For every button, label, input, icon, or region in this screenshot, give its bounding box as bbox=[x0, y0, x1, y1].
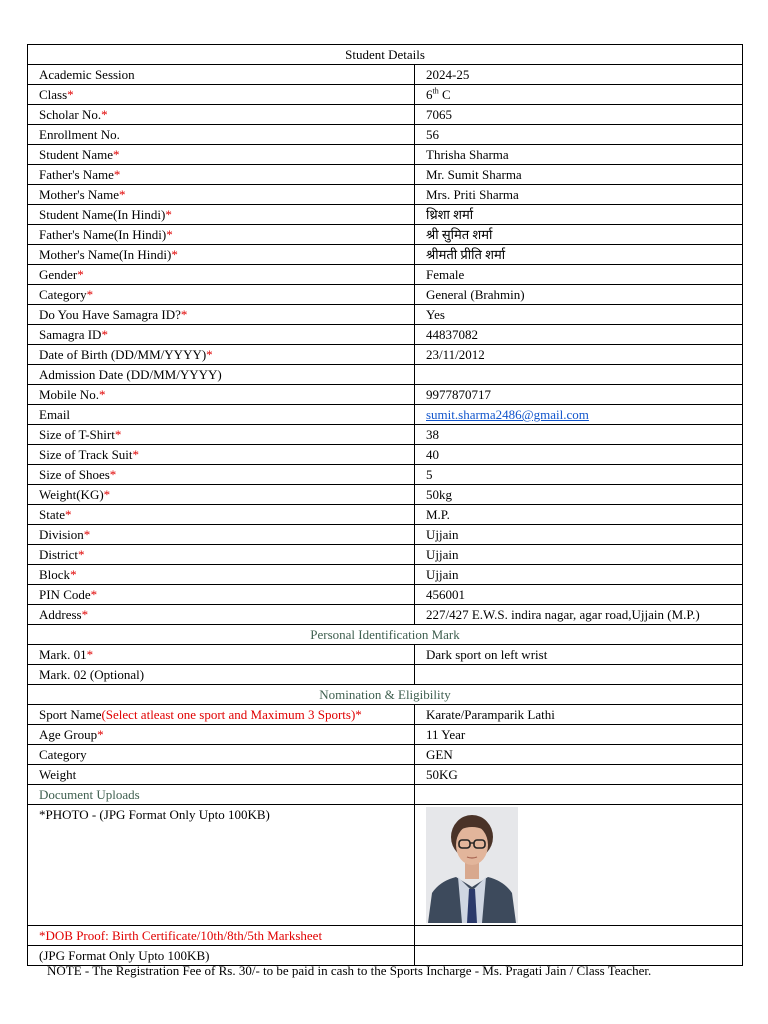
field-label: Size of T-Shirt bbox=[39, 427, 115, 442]
class-ordinal-suffix: th bbox=[432, 86, 439, 96]
field-label: Class bbox=[39, 87, 68, 102]
row-label bbox=[28, 145, 415, 165]
class-number: 6 bbox=[426, 87, 433, 102]
field-value[interactable] bbox=[415, 365, 743, 385]
field-label: Category bbox=[39, 287, 87, 302]
dob-proof-label: *DOB Proof: Birth Certificate/10th/8th/5th Marksheet bbox=[28, 926, 415, 946]
field-value[interactable]: 9977870717 bbox=[415, 385, 743, 405]
field-label: Samagra ID bbox=[39, 327, 102, 342]
row-label bbox=[28, 385, 415, 405]
required-asterisk: * bbox=[98, 387, 106, 402]
section-document-uploads: Document Uploads bbox=[28, 785, 415, 805]
field-value[interactable]: Dark sport on left wrist bbox=[415, 645, 743, 665]
field-label: Enrollment No. bbox=[39, 127, 120, 142]
title-row bbox=[28, 45, 743, 65]
form-row bbox=[28, 745, 743, 765]
row-label bbox=[28, 605, 415, 625]
row-label bbox=[28, 505, 415, 525]
required-asterisk: * bbox=[83, 527, 91, 542]
student-photo[interactable] bbox=[426, 807, 518, 923]
form-row bbox=[28, 525, 743, 545]
required-asterisk: * bbox=[132, 447, 140, 462]
field-label: Age Group bbox=[39, 727, 98, 742]
field-label: Student Name bbox=[39, 147, 114, 162]
row-label bbox=[28, 525, 415, 545]
required-asterisk: * bbox=[67, 87, 74, 102]
form-row bbox=[28, 505, 743, 525]
field-label: Mobile No. bbox=[39, 387, 99, 402]
form-row bbox=[28, 265, 743, 285]
field-value[interactable]: Thrisha Sharma bbox=[415, 145, 743, 165]
form-row bbox=[28, 165, 743, 185]
row-label bbox=[28, 345, 415, 365]
required-asterisk: * bbox=[166, 227, 173, 242]
form-row bbox=[28, 205, 743, 225]
form-row bbox=[28, 225, 743, 245]
row-label bbox=[28, 485, 415, 505]
form-row bbox=[28, 365, 743, 385]
section-row-docs bbox=[28, 785, 743, 805]
field-value[interactable]: थ्रिशा शर्मा bbox=[415, 205, 743, 225]
form-row bbox=[28, 185, 743, 205]
field-value[interactable]: M.P. bbox=[415, 505, 743, 525]
form-row bbox=[28, 585, 743, 605]
field-label: State bbox=[39, 507, 65, 522]
field-label: Email bbox=[39, 407, 71, 422]
form-row bbox=[28, 325, 743, 345]
field-value[interactable]: 40 bbox=[415, 445, 743, 465]
row-label bbox=[28, 225, 415, 245]
form-row-sport bbox=[28, 705, 743, 725]
form-row bbox=[28, 765, 743, 785]
row-label bbox=[28, 245, 415, 265]
field-label: Do You Have Samagra ID? bbox=[39, 307, 181, 322]
field-value[interactable]: Yes bbox=[415, 305, 743, 325]
field-value[interactable]: 5 bbox=[415, 465, 743, 485]
row-label bbox=[28, 125, 415, 145]
required-asterisk: * bbox=[86, 647, 94, 662]
row-label bbox=[28, 325, 415, 345]
required-asterisk: * bbox=[97, 727, 104, 742]
required-asterisk: * bbox=[101, 327, 108, 342]
form-row bbox=[28, 305, 743, 325]
form-row bbox=[28, 125, 743, 145]
student-photo-image bbox=[426, 807, 518, 923]
form-row bbox=[28, 605, 743, 625]
section-row-pim bbox=[28, 625, 743, 645]
required-asterisk: * bbox=[355, 707, 362, 722]
dob-proof-row bbox=[28, 926, 743, 946]
field-label: District bbox=[39, 547, 78, 562]
field-value[interactable]: 50kg bbox=[415, 485, 743, 505]
row-label bbox=[28, 585, 415, 605]
field-value[interactable]: 44837082 bbox=[415, 325, 743, 345]
form-row bbox=[28, 245, 743, 265]
field-value[interactable]: General (Brahmin) bbox=[415, 285, 743, 305]
form-title: Student Details bbox=[28, 45, 743, 65]
field-label: Category bbox=[39, 747, 87, 762]
field-value[interactable]: Ujjain bbox=[415, 525, 743, 545]
field-label: Size of Shoes bbox=[39, 467, 110, 482]
row-label bbox=[28, 665, 415, 685]
required-asterisk: * bbox=[70, 567, 77, 582]
field-value[interactable]: 2024-25 bbox=[415, 65, 743, 85]
form-row bbox=[28, 65, 743, 85]
student-info-rows bbox=[28, 65, 743, 625]
field-label: Mark. 02 (Optional) bbox=[39, 667, 145, 682]
required-asterisk: * bbox=[86, 287, 94, 302]
required-asterisk: * bbox=[109, 467, 117, 482]
row-label bbox=[28, 165, 415, 185]
field-label: Mother's Name(In Hindi) bbox=[39, 247, 172, 262]
required-asterisk: * bbox=[103, 487, 111, 502]
row-label bbox=[28, 565, 415, 585]
form-row bbox=[28, 445, 743, 465]
field-label: Academic Session bbox=[39, 67, 135, 82]
form-row bbox=[28, 485, 743, 505]
identification-rows bbox=[28, 645, 743, 685]
field-value[interactable]: GEN bbox=[415, 745, 743, 765]
field-label: PIN Code bbox=[39, 587, 91, 602]
field-value[interactable]: श्रीमती प्रीति शर्मा bbox=[415, 245, 743, 265]
field-label: Size of Track Suit bbox=[39, 447, 133, 462]
row-label bbox=[28, 445, 415, 465]
required-asterisk: * bbox=[77, 267, 84, 282]
photo-upload-cell[interactable] bbox=[415, 805, 743, 926]
photo-row bbox=[28, 805, 743, 926]
row-label bbox=[28, 705, 415, 725]
row-label bbox=[28, 425, 415, 445]
field-value[interactable]: 11 Year bbox=[415, 725, 743, 745]
form-row bbox=[28, 145, 743, 165]
section-nomination: Nomination & Eligibility bbox=[28, 685, 743, 705]
required-asterisk: * bbox=[101, 107, 108, 122]
form-row bbox=[28, 405, 743, 425]
row-label bbox=[28, 105, 415, 125]
field-label: Weight bbox=[39, 767, 77, 782]
form-row bbox=[28, 465, 743, 485]
email-link[interactable]: sumit.sharma2486@gmail.com bbox=[426, 407, 589, 422]
row-label bbox=[28, 365, 415, 385]
row-label bbox=[28, 205, 415, 225]
form-row bbox=[28, 285, 743, 305]
row-label bbox=[28, 65, 415, 85]
field-value[interactable]: Female bbox=[415, 265, 743, 285]
field-value[interactable]: Ujjain bbox=[415, 545, 743, 565]
required-asterisk: * bbox=[78, 547, 85, 562]
field-label: Mark. 01 bbox=[39, 647, 87, 662]
required-asterisk: * bbox=[113, 167, 121, 182]
required-asterisk: * bbox=[90, 587, 98, 602]
field-label: Date of Birth (DD/MM/YYYY) bbox=[39, 347, 207, 362]
field-label: Address bbox=[39, 607, 82, 622]
required-asterisk: * bbox=[113, 147, 120, 162]
field-value[interactable]: 456001 bbox=[415, 585, 743, 605]
class-section: C bbox=[438, 87, 451, 102]
row-label bbox=[28, 725, 415, 745]
field-label: Mother's Name bbox=[39, 187, 119, 202]
registration-fee-note: NOTE - The Registration Fee of Rs. 30/- to be paid in cash to the Sports Incharge - Ms. Pragati Jain / Class Teacher. bbox=[47, 963, 652, 978]
sport-hint: (Select atleast one sport and Maximum 3 Sports) bbox=[101, 707, 356, 722]
student-details-form bbox=[27, 44, 743, 966]
form-row bbox=[28, 565, 743, 585]
row-label bbox=[28, 405, 415, 425]
required-asterisk: * bbox=[180, 307, 188, 322]
required-asterisk: * bbox=[65, 507, 72, 522]
field-value[interactable] bbox=[415, 665, 743, 685]
form-row bbox=[28, 105, 743, 125]
field-value[interactable]: Ujjain bbox=[415, 565, 743, 585]
field-value[interactable] bbox=[415, 405, 743, 425]
field-label: Division bbox=[39, 527, 84, 542]
form-row bbox=[28, 725, 743, 745]
section-personal-identification: Personal Identification Mark bbox=[28, 625, 743, 645]
photo-label: *PHOTO - (JPG Format Only Upto 100KB) bbox=[28, 805, 415, 926]
field-value[interactable]: श्री सुमित शर्मा bbox=[415, 225, 743, 245]
field-value[interactable]: 23/11/2012 bbox=[415, 345, 743, 365]
form-row bbox=[28, 665, 743, 685]
row-label bbox=[28, 745, 415, 765]
row-label bbox=[28, 265, 415, 285]
row-label bbox=[28, 465, 415, 485]
dob-proof-upload[interactable] bbox=[415, 926, 743, 946]
form-row bbox=[28, 425, 743, 445]
form-row bbox=[28, 345, 743, 365]
field-value[interactable]: Mr. Sumit Sharma bbox=[415, 165, 743, 185]
field-label: Scholar No. bbox=[39, 107, 102, 122]
empty-cell bbox=[415, 785, 743, 805]
form-row bbox=[28, 385, 743, 405]
form-row bbox=[28, 645, 743, 665]
required-asterisk: * bbox=[165, 207, 172, 222]
row-label bbox=[28, 645, 415, 665]
required-asterisk: * bbox=[171, 247, 178, 262]
row-label bbox=[28, 185, 415, 205]
eligibility-rows bbox=[28, 725, 743, 785]
field-value[interactable]: 7065 bbox=[415, 105, 743, 125]
field-label: Admission Date (DD/MM/YYYY) bbox=[39, 367, 222, 382]
sport-label: Sport Name bbox=[39, 707, 102, 722]
field-value[interactable]: 38 bbox=[415, 425, 743, 445]
row-label bbox=[28, 305, 415, 325]
field-value[interactable]: 50KG bbox=[415, 765, 743, 785]
field-value[interactable]: 227/427 E.W.S. indira nagar, agar road,Ujjain (M.P.) bbox=[415, 605, 743, 625]
form-row bbox=[28, 85, 743, 105]
required-asterisk: * bbox=[118, 187, 126, 202]
sport-value[interactable]: Karate/Paramparik Lathi bbox=[415, 705, 743, 725]
section-row-nomination bbox=[28, 685, 743, 705]
field-label: Block bbox=[39, 567, 71, 582]
field-label: Weight(KG) bbox=[39, 487, 104, 502]
field-label: Gender bbox=[39, 267, 78, 282]
row-label bbox=[28, 285, 415, 305]
field-value[interactable]: Mrs. Priti Sharma bbox=[415, 185, 743, 205]
field-label: Father's Name bbox=[39, 167, 114, 182]
dob-format-label: (JPG Format Only Upto 100KB) bbox=[28, 946, 415, 966]
field-value[interactable]: 56 bbox=[415, 125, 743, 145]
required-asterisk: * bbox=[206, 347, 213, 362]
row-label bbox=[28, 765, 415, 785]
required-asterisk: * bbox=[81, 607, 89, 622]
field-value[interactable] bbox=[415, 85, 743, 105]
row-label bbox=[28, 85, 415, 105]
required-asterisk: * bbox=[114, 427, 122, 442]
row-label bbox=[28, 545, 415, 565]
field-label: Father's Name(In Hindi) bbox=[39, 227, 167, 242]
form-row bbox=[28, 545, 743, 565]
field-label: Student Name(In Hindi) bbox=[39, 207, 166, 222]
